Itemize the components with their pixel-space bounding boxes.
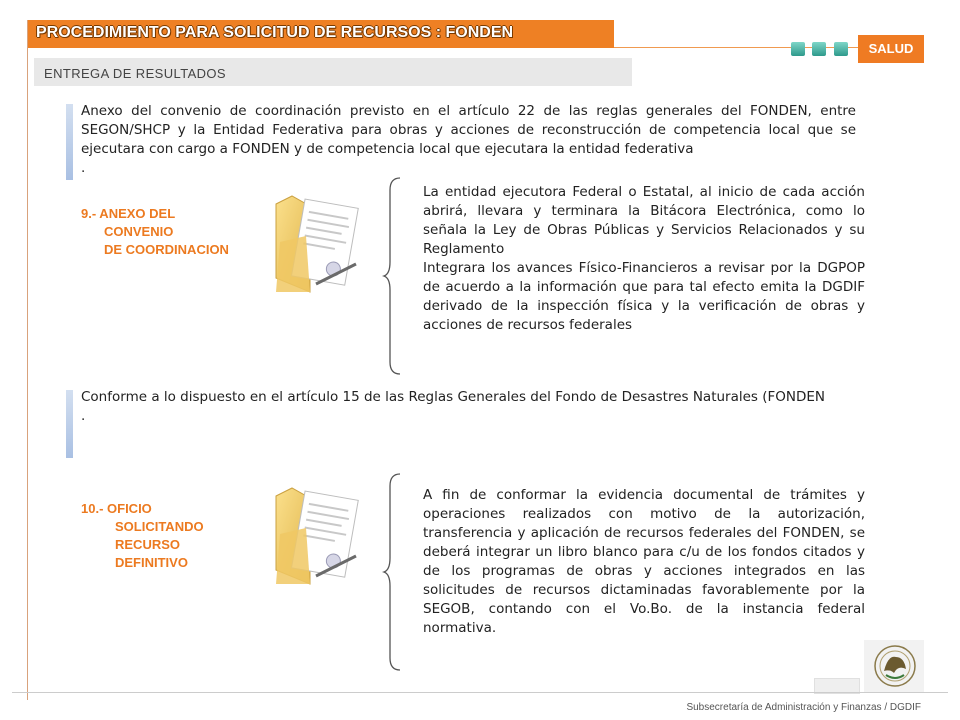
teal-square-icon xyxy=(812,42,826,56)
item9-desc-p2: Integrara los avances Físico-Financieros a revisar por la DGPOP de acuerdo a la información que para tal efecto emita la DGDIF derivado de la inspección física y la verificación de obras y acciones de recursos federales xyxy=(423,260,865,333)
folder-document-icon xyxy=(270,484,366,590)
footer-divider xyxy=(12,692,948,693)
accent-bar xyxy=(66,390,73,458)
middle-text: Conforme a lo dispuesto en el artículo 15 de las Reglas Generales del Fondo de Desastres Naturales (FONDEN xyxy=(81,389,826,405)
item10-label-line3: RECURSO xyxy=(115,537,181,552)
item9-label xyxy=(81,205,271,259)
item10-description xyxy=(423,486,865,638)
left-guide-line xyxy=(27,20,28,700)
intro-dot: . xyxy=(81,160,86,176)
header-divider xyxy=(614,47,866,48)
page-title: PROCEDIMIENTO PARA SOLICITUD DE RECURSOS : FONDEN xyxy=(36,24,514,41)
intro-paragraph xyxy=(81,102,856,178)
accent-bar xyxy=(66,104,73,180)
item9-label-line1: 9.- ANEXO DEL xyxy=(81,206,176,221)
item9-description xyxy=(423,183,865,335)
item10-desc: A fin de conformar la evidencia documental de trámites y operaciones realizados con motivo de la autorización, transferencia y aplicación de recursos federales del FONDEN, se deberá integrar un libro blanco para c/u de los fondos citados y de los programas de obras y acciones integrados en las solicitudes de recursos dictaminadas favorablemente por la SEGOB, contando con el Vo.Bo. de la instancia federal normativa. xyxy=(423,487,865,636)
item9-label-line2: CONVENIO xyxy=(104,224,174,239)
item10-label-line4: DEFINITIVO xyxy=(115,555,188,570)
middle-dot: . xyxy=(81,408,86,424)
item9-desc-p1: La entidad ejecutora Federal o Estatal, al inicio de cada acción abrirá, llevara y terminara la Bitácora Electrónica, como lo señala la Ley de Obras Públicas y Servicios Relacionados y su Reglamento xyxy=(423,184,865,257)
bracket-icon xyxy=(382,472,404,672)
intro-text: Anexo del convenio de coordinación previsto en el artículo 22 de las reglas generales del FONDEN, entre SEGON/SHCP y la Entidad Federativa para obras y acciones de reconstrucción de competencia local que se ejecutara con cargo a FONDEN y de competencia local que ejecutara la entidad federativa xyxy=(81,103,856,157)
folder-document-icon xyxy=(270,192,366,298)
brand-logo: SALUD xyxy=(858,35,924,63)
item9-label-line3: DE COORDINACION xyxy=(104,242,229,257)
footer-text: Subsecretaría de Administración y Finanzas / DGDIF xyxy=(686,702,921,713)
item10-label xyxy=(81,500,271,572)
section-title: ENTREGA DE RESULTADOS xyxy=(44,66,227,81)
teal-square-icon xyxy=(834,42,848,56)
teal-square-icon xyxy=(791,42,805,56)
middle-paragraph xyxy=(81,388,856,426)
mexico-coat-of-arms-icon xyxy=(870,643,920,689)
bracket-icon xyxy=(382,176,404,376)
item10-label-line2: SOLICITANDO xyxy=(115,519,204,534)
item10-label-line1: 10.- OFICIO xyxy=(81,501,152,516)
